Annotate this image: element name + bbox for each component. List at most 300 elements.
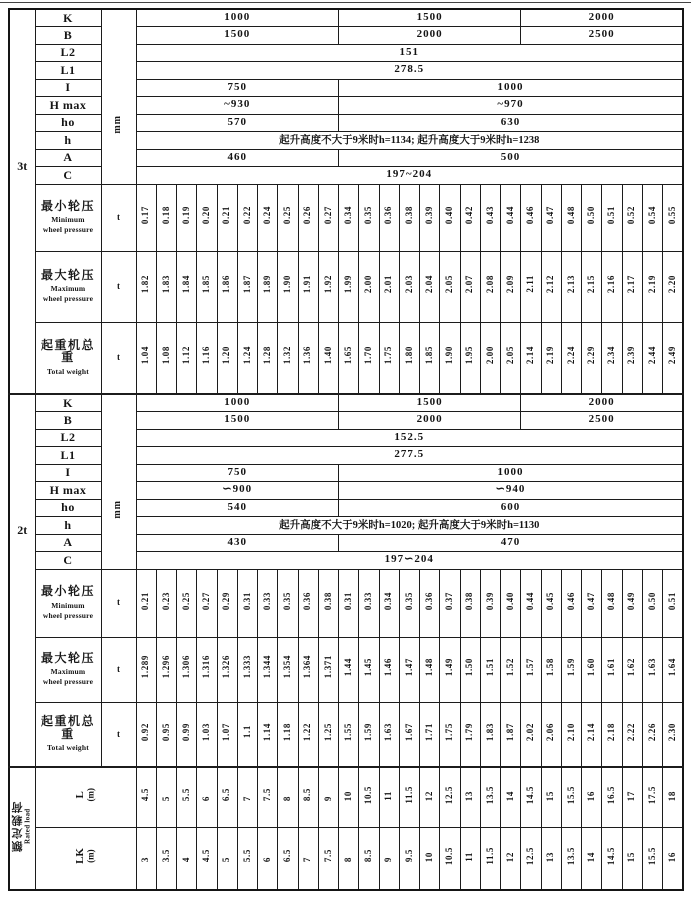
span-row-symbol: L — [74, 791, 86, 799]
value-cell — [177, 637, 197, 702]
unit-cell-mm — [101, 9, 136, 184]
value-cell — [561, 251, 581, 322]
value-text: 2.39 — [626, 346, 637, 365]
span-value-cell — [339, 767, 359, 827]
value-cell — [399, 637, 419, 702]
value-text: 1.90 — [444, 346, 455, 365]
value-text: 1.64 — [666, 658, 677, 677]
span-value-cell — [136, 767, 156, 827]
value-text: 1.326 — [221, 655, 232, 679]
span-value-cell — [440, 827, 460, 890]
value-cell — [521, 702, 541, 767]
value-cell — [136, 251, 156, 322]
value-text: 0.38 — [322, 591, 333, 610]
value-text: 1.95 — [464, 346, 475, 365]
value-text: 6 — [201, 795, 212, 801]
value-text: 0.26 — [302, 206, 313, 225]
table-row — [9, 322, 683, 394]
value-text: 9 — [383, 856, 394, 862]
dim-value-3t-h: 起升高度不大于9米时h=1134; 起升高度大于9米时h=1238 — [136, 132, 683, 150]
span-value-cell — [156, 767, 176, 827]
value-text: 1.83 — [160, 275, 171, 294]
param-label-K: K — [35, 9, 101, 27]
span-value-cell — [359, 767, 379, 827]
dim-value-2t-A: 430 — [136, 534, 339, 552]
value-text: 1.16 — [201, 346, 212, 365]
value-cell — [642, 702, 662, 767]
span-value-cell — [278, 827, 298, 890]
span-value-cell — [420, 767, 440, 827]
value-text: 1.65 — [342, 346, 353, 365]
value-cell — [136, 702, 156, 767]
value-text: 8 — [282, 795, 293, 801]
value-text: 8.5 — [302, 788, 313, 802]
value-text: 0.48 — [565, 206, 576, 225]
value-text: 0.40 — [444, 206, 455, 225]
value-cell — [541, 637, 561, 702]
span-value-cell — [582, 827, 602, 890]
value-cell — [541, 702, 561, 767]
unit-cell-t: t — [101, 702, 136, 767]
dim-value-2t-L1: 277.5 — [136, 447, 683, 465]
table-row — [9, 394, 683, 412]
dim-value-3t-ho: 570 — [136, 114, 339, 132]
dim-value-2t-K: 2000 — [521, 394, 683, 412]
value-text: 2.17 — [626, 275, 637, 294]
span-value-cell — [561, 767, 581, 827]
value-cell — [237, 637, 257, 702]
value-cell — [318, 702, 338, 767]
param-label-h: h — [35, 132, 101, 150]
value-text: 15 — [626, 851, 637, 862]
value-cell — [136, 569, 156, 637]
value-text: 1.316 — [201, 655, 212, 679]
value-cell — [602, 569, 622, 637]
dim-value-2t-I: 1000 — [339, 464, 684, 482]
dim-value-3t-C: 197~204 — [136, 167, 683, 185]
span-value-cell — [480, 827, 500, 890]
value-cell — [278, 184, 298, 251]
param-label-L2: L2 — [35, 44, 101, 62]
value-text: 14.5 — [525, 785, 536, 804]
value-text: 2.16 — [606, 275, 617, 294]
value-text: 0.35 — [282, 591, 293, 610]
value-text: 0.39 — [484, 591, 495, 610]
value-text: 18 — [666, 790, 677, 801]
value-cell — [642, 637, 662, 702]
param-label-L1: L1 — [35, 447, 101, 465]
value-text: 15.5 — [565, 785, 576, 804]
value-text: 2.06 — [545, 722, 556, 741]
value-cell — [501, 569, 521, 637]
value-cell — [460, 702, 480, 767]
value-text: 1.62 — [626, 658, 637, 677]
param-label-ho: ho — [35, 499, 101, 517]
span-value-cell — [197, 827, 217, 890]
value-cell — [258, 322, 278, 394]
value-cell — [480, 637, 500, 702]
value-text: 1.60 — [585, 658, 596, 677]
dim-value-2t-B: 1500 — [136, 412, 339, 430]
value-cell — [339, 702, 359, 767]
value-text: 1.25 — [322, 722, 333, 741]
value-text: 1.28 — [261, 346, 272, 365]
rated-load-zh: 额定载荷 — [11, 800, 24, 853]
value-text: 15.5 — [646, 846, 657, 865]
unit-cell-t: t — [101, 322, 136, 394]
value-cell — [339, 184, 359, 251]
value-text: 0.25 — [180, 591, 191, 610]
value-text: 0.50 — [585, 206, 596, 225]
value-cell — [399, 184, 419, 251]
param-label-L2: L2 — [35, 429, 101, 447]
value-text: 0.21 — [140, 591, 151, 610]
value-text: 1.71 — [423, 722, 434, 741]
value-text: 11 — [464, 852, 475, 862]
value-text: 0.43 — [484, 206, 495, 225]
table-row — [9, 9, 683, 27]
value-text: 0.35 — [363, 206, 374, 225]
value-text: 1.354 — [282, 655, 293, 679]
value-text: 1.306 — [180, 655, 191, 679]
span-value-cell — [501, 827, 521, 890]
span-value-cell — [177, 827, 197, 890]
value-cell — [237, 322, 257, 394]
value-cell — [136, 184, 156, 251]
table-row — [9, 251, 683, 322]
value-text: 1.36 — [302, 346, 313, 365]
value-text: 0.92 — [140, 722, 151, 741]
dim-value-2t-H max: ∽900 — [136, 482, 339, 500]
value-cell — [278, 322, 298, 394]
value-cell — [359, 702, 379, 767]
dim-value-3t-ho: 630 — [339, 114, 684, 132]
value-text: 0.31 — [342, 591, 353, 610]
value-cell — [480, 322, 500, 394]
value-cell — [561, 569, 581, 637]
dim-value-2t-L2: 152.5 — [136, 429, 683, 447]
value-cell — [197, 322, 217, 394]
span-value-cell — [460, 827, 480, 890]
value-text: 0.20 — [201, 206, 212, 225]
value-cell — [460, 569, 480, 637]
dim-value-2t-K: 1500 — [339, 394, 521, 412]
value-cell — [258, 702, 278, 767]
value-cell — [622, 184, 642, 251]
value-cell — [339, 569, 359, 637]
value-cell — [177, 702, 197, 767]
value-text: 1.84 — [180, 275, 191, 294]
value-cell — [561, 702, 581, 767]
value-cell — [237, 569, 257, 637]
dim-value-2t-H max: ∽940 — [339, 482, 684, 500]
value-text: 0.49 — [626, 591, 637, 610]
value-text: 0.46 — [565, 591, 576, 610]
unit-cell-t: t — [101, 569, 136, 637]
value-text: 14.5 — [606, 846, 617, 865]
value-text: 1.55 — [342, 722, 353, 741]
value-cell — [440, 569, 460, 637]
unit-cell-t: t — [101, 251, 136, 322]
value-text: 9.5 — [403, 849, 414, 863]
value-cell — [217, 637, 237, 702]
value-text: 5.5 — [180, 788, 191, 802]
span-value-cell — [582, 767, 602, 827]
value-text: 1.82 — [140, 275, 151, 294]
value-text: 1.61 — [606, 658, 617, 677]
value-text: 1.91 — [302, 275, 313, 294]
dim-value-2t-I: 750 — [136, 464, 339, 482]
value-cell — [460, 184, 480, 251]
value-text: 1.12 — [180, 346, 191, 365]
value-text: 1.07 — [221, 722, 232, 741]
value-text: 6.5 — [282, 849, 293, 863]
value-text: 1.80 — [403, 346, 414, 365]
value-cell — [420, 184, 440, 251]
value-text: 0.40 — [504, 591, 515, 610]
value-text: 1.40 — [322, 346, 333, 365]
table-row — [9, 702, 683, 767]
value-text: 1.63 — [383, 722, 394, 741]
value-text: 2.04 — [423, 275, 434, 294]
value-cell — [521, 251, 541, 322]
value-cell — [582, 322, 602, 394]
value-cell — [258, 251, 278, 322]
table-row — [9, 184, 683, 251]
value-text: 3.5 — [160, 849, 171, 863]
value-text: 0.25 — [282, 206, 293, 225]
param-label-H max: H max — [35, 482, 101, 500]
value-cell — [602, 184, 622, 251]
page-top-rule — [0, 2, 691, 3]
value-text: 0.36 — [423, 591, 434, 610]
value-cell — [237, 702, 257, 767]
value-text: 14 — [585, 851, 596, 862]
span-value-cell — [379, 827, 399, 890]
value-text: 12 — [504, 851, 515, 862]
value-cell — [339, 637, 359, 702]
value-text: 1.86 — [221, 275, 232, 294]
value-cell — [217, 184, 237, 251]
value-cell — [197, 637, 217, 702]
value-text: 1.18 — [282, 722, 293, 741]
span-value-cell — [602, 767, 622, 827]
dim-value-2t-h: 起升高度不大于9米时h=1020; 起升高度大于9米时h=1130 — [136, 517, 683, 535]
value-cell — [501, 702, 521, 767]
value-text: 0.17 — [140, 206, 151, 225]
value-text: 0.51 — [666, 591, 677, 610]
value-text: 1.90 — [282, 275, 293, 294]
value-text: 0.18 — [160, 206, 171, 225]
value-text: 13.5 — [565, 846, 576, 865]
span-value-cell — [177, 767, 197, 827]
value-cell — [582, 569, 602, 637]
value-text: 0.33 — [363, 591, 374, 610]
row-label-en: Minimum wheel pressure — [42, 215, 94, 235]
span-row-label-rotated — [75, 788, 96, 802]
value-cell — [278, 569, 298, 637]
dim-value-3t-B: 2500 — [521, 27, 683, 45]
value-text: 0.48 — [606, 591, 617, 610]
value-text: 1.50 — [464, 658, 475, 677]
value-text: 0.34 — [342, 206, 353, 225]
span-value-cell — [541, 767, 561, 827]
dim-value-3t-I: 750 — [136, 79, 339, 97]
value-cell — [379, 322, 399, 394]
value-text: 2.18 — [606, 722, 617, 741]
value-cell — [460, 637, 480, 702]
value-text: 0.31 — [241, 591, 252, 610]
value-text: 7.5 — [322, 849, 333, 863]
param-label-H max: H max — [35, 97, 101, 115]
value-text: 0.38 — [464, 591, 475, 610]
row-label-en: Minimum wheel pressure — [42, 600, 94, 620]
dim-value-2t-B: 2000 — [339, 412, 521, 430]
value-cell — [318, 322, 338, 394]
rated-load-rotated — [13, 800, 32, 852]
value-text: 4 — [180, 856, 191, 862]
value-text: 2.00 — [484, 346, 495, 365]
span-value-cell — [318, 827, 338, 890]
value-cell — [420, 569, 440, 637]
dim-value-2t-A: 470 — [339, 534, 684, 552]
value-cell — [399, 251, 419, 322]
value-cell — [420, 702, 440, 767]
value-cell — [541, 184, 561, 251]
param-label-C: C — [35, 167, 101, 185]
value-text: 13 — [545, 851, 556, 862]
row-label-zh: 最小轮压 — [40, 584, 95, 599]
dim-value-3t-K: 1500 — [339, 9, 521, 27]
span-value-cell — [622, 827, 642, 890]
value-text: 2.01 — [383, 275, 394, 294]
value-text: 15 — [545, 790, 556, 801]
value-text: 1.59 — [565, 658, 576, 677]
value-text: 17.5 — [646, 785, 657, 804]
value-cell — [258, 184, 278, 251]
value-text: 1.44 — [342, 658, 353, 677]
value-text: 2.10 — [565, 722, 576, 741]
value-cell — [582, 637, 602, 702]
row-label-zh: 最小轮压 — [40, 198, 95, 213]
value-text: 2.14 — [585, 722, 596, 741]
value-text: 1.47 — [403, 658, 414, 677]
value-text: 11.5 — [403, 786, 414, 804]
row-label — [35, 637, 101, 702]
dim-value-3t-B: 2000 — [339, 27, 521, 45]
value-text: 0.99 — [180, 722, 191, 741]
value-cell — [622, 702, 642, 767]
value-text: 1.59 — [363, 722, 374, 741]
value-text: 0.50 — [646, 591, 657, 610]
value-cell — [460, 322, 480, 394]
row-label — [35, 184, 101, 251]
param-label-C: C — [35, 552, 101, 570]
span-row-label-rotated — [75, 848, 96, 864]
dim-value-3t-I: 1000 — [339, 79, 684, 97]
value-cell — [602, 322, 622, 394]
value-cell — [379, 637, 399, 702]
param-label-L1: L1 — [35, 62, 101, 80]
value-text: 14 — [504, 790, 515, 801]
value-cell — [521, 184, 541, 251]
value-cell — [642, 184, 662, 251]
value-text: 2.24 — [565, 346, 576, 365]
value-cell — [501, 322, 521, 394]
value-cell — [501, 637, 521, 702]
value-cell — [440, 251, 460, 322]
value-cell — [440, 702, 460, 767]
value-cell — [197, 251, 217, 322]
value-text: 0.95 — [160, 722, 171, 741]
value-text: 1.49 — [444, 658, 455, 677]
value-text: 0.24 — [261, 206, 272, 225]
value-text: 0.33 — [261, 591, 272, 610]
dim-value-3t-A: 500 — [339, 149, 684, 167]
value-text: 0.22 — [241, 206, 252, 225]
value-text: 16 — [585, 790, 596, 801]
dim-value-2t-K: 1000 — [136, 394, 339, 412]
value-text: 4.5 — [140, 788, 151, 802]
value-text: 2.19 — [646, 275, 657, 294]
value-text: 0.44 — [525, 591, 536, 610]
span-value-cell — [156, 827, 176, 890]
dim-value-2t-ho: 540 — [136, 499, 339, 517]
value-cell — [501, 251, 521, 322]
unit-mm-label: mm — [112, 115, 124, 134]
value-cell — [440, 322, 460, 394]
value-cell — [420, 637, 440, 702]
crane-spec-table-body — [9, 9, 683, 890]
value-text: 2.02 — [525, 722, 536, 741]
value-cell — [561, 184, 581, 251]
value-cell — [339, 251, 359, 322]
value-text: 2.49 — [666, 346, 677, 365]
value-text: 1.85 — [423, 346, 434, 365]
value-cell — [359, 569, 379, 637]
value-text: 1.46 — [383, 658, 394, 677]
value-text: 1.14 — [261, 722, 272, 741]
span-value-cell — [237, 767, 257, 827]
value-text: 1.289 — [140, 655, 151, 679]
value-cell — [258, 637, 278, 702]
row-label-en: Total weight — [47, 366, 89, 376]
value-text: 0.44 — [504, 206, 515, 225]
value-text: 13 — [464, 790, 475, 801]
value-cell — [663, 702, 684, 767]
span-value-cell — [237, 827, 257, 890]
table-row — [9, 637, 683, 702]
value-cell — [136, 322, 156, 394]
span-row-symbol: LK — [74, 847, 86, 864]
value-cell — [541, 569, 561, 637]
value-cell — [399, 569, 419, 637]
value-text: 13.5 — [484, 785, 495, 804]
value-text: 17 — [626, 790, 637, 801]
span-row-unit: (m) — [85, 788, 96, 802]
value-text: 1.08 — [160, 346, 171, 365]
table-row — [9, 569, 683, 637]
value-cell — [278, 251, 298, 322]
span-value-cell — [420, 827, 440, 890]
dim-value-3t-A: 460 — [136, 149, 339, 167]
dim-value-3t-L2: 151 — [136, 44, 683, 62]
value-text: 1.75 — [444, 722, 455, 741]
value-cell — [460, 251, 480, 322]
value-text: 1.1 — [241, 725, 252, 739]
value-text: 1.85 — [201, 275, 212, 294]
span-value-cell — [359, 827, 379, 890]
